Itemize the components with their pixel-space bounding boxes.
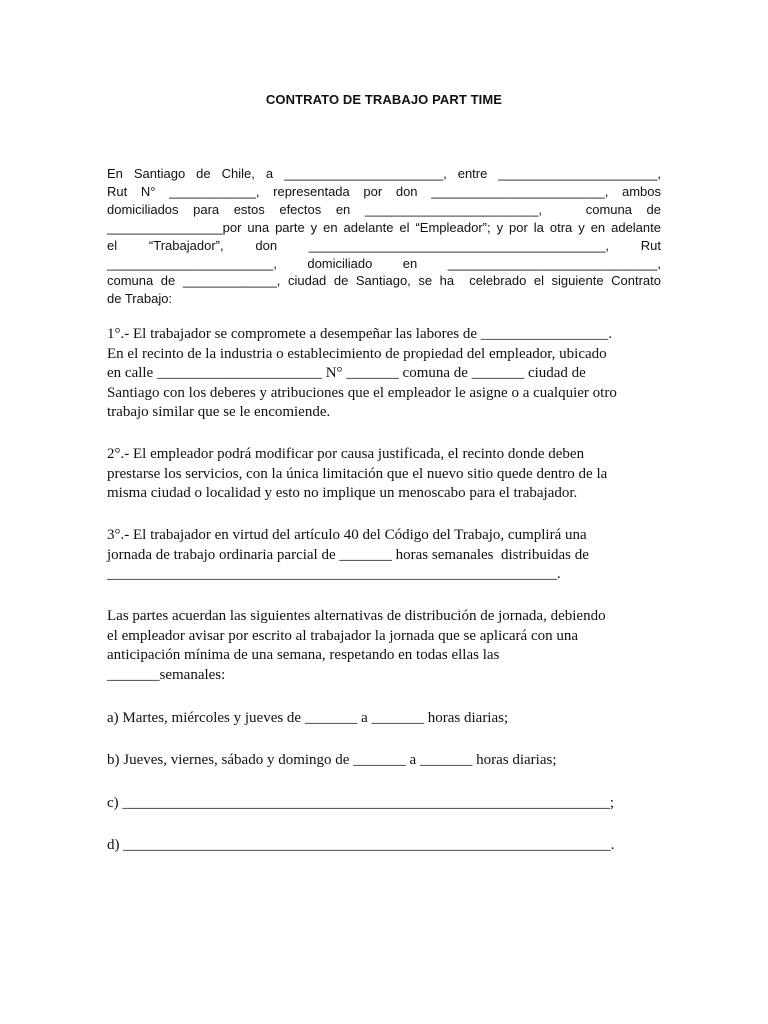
- alternatives-line: el empleador avisar por escrito al trabajador la jornada que se aplicará con una: [107, 627, 579, 644]
- intro-line: el “Trabajador”, don _________________________________________, Rut: [107, 237, 661, 253]
- intro-line: _______________________, domiciliado en _____________________________,: [107, 255, 661, 271]
- clause-2: [107, 445, 663, 504]
- clause-1-line: En el recinto de la industria o establecimiento de propiedad del empleador, ubicado: [107, 345, 607, 362]
- option-b-text: b) Jueves, viernes, sábado y domingo de _______ a _______ horas diarias;: [107, 752, 557, 768]
- alternatives-paragraph: [107, 607, 663, 685]
- clause-2-line: misma ciudad o localidad y esto no implique un menoscabo para el trabajador.: [107, 485, 578, 501]
- document-title: CONTRATO DE TRABAJO PART TIME: [265, 92, 503, 107]
- clause-2-line: prestarse los servicios, con la única limitación que el nuevo sitio quede dentro de la: [107, 465, 608, 482]
- option-c-text: c) _________________________________________________________________;: [107, 795, 615, 811]
- clause-3: [107, 526, 663, 585]
- option-d-text: d) _________________________________________________________________.: [107, 837, 615, 853]
- clause-2-line: 2°.- El empleador podrá modificar por causa justificada, el recinto donde deben: [107, 446, 585, 462]
- clause-1-line: 1°.- El trabajador se compromete a desempeñar las labores de _________________.: [107, 326, 613, 342]
- intro-line: de Trabajo:: [107, 291, 173, 307]
- clause-1-line: Santiago con los deberes y atribuciones que el empleador le asigne o a cualquier otro: [107, 384, 617, 401]
- clause-1-line: trabajo similar que se le encomiende.: [107, 404, 331, 420]
- clause-3-line: 3°.- El trabajador en virtud del artículo 40 del Código del Trabajo, cumplirá una: [107, 527, 587, 543]
- intro-line: En Santiago de Chile, a ______________________, entre ______________________,: [107, 166, 661, 181]
- clause-3-line: jornada de trabajo ordinaria parcial de _______ horas semanales distribuidas de: [107, 546, 589, 563]
- alternatives-line: _______semanales:: [107, 666, 226, 683]
- clause-1-line: en calle ______________________ N° _______ comuna de _______ ciudad de: [107, 365, 586, 381]
- clause-1: [107, 325, 663, 423]
- intro-line: Rut N° ____________, representada por don ________________________, ambos: [107, 183, 661, 199]
- intro-paragraph: [107, 165, 661, 308]
- alternatives-line: Las partes acuerdan las siguientes alternativas de distribución de jornada, debiendo: [107, 608, 606, 624]
- intro-line: ________________por una parte y en adelante el “Empleador”; y por la otra y en adelante: [107, 219, 661, 235]
- alternatives-line: anticipación mínima de una semana, respetando en todas ellas las: [107, 647, 500, 663]
- option-d: [107, 836, 663, 856]
- intro-line: domiciliados para estos efectos en ________________________, comuna de: [107, 201, 661, 217]
- option-b: [107, 751, 663, 771]
- option-c: [107, 794, 663, 814]
- intro-line: comuna de _____________, ciudad de Santiago, se ha celebrado el siguiente Contrato: [107, 273, 661, 289]
- option-a: [107, 709, 663, 729]
- clause-3-line: ____________________________________________________________.: [107, 566, 561, 582]
- option-a-text: a) Martes, miércoles y jueves de _______ a _______ horas diarias;: [107, 710, 509, 726]
